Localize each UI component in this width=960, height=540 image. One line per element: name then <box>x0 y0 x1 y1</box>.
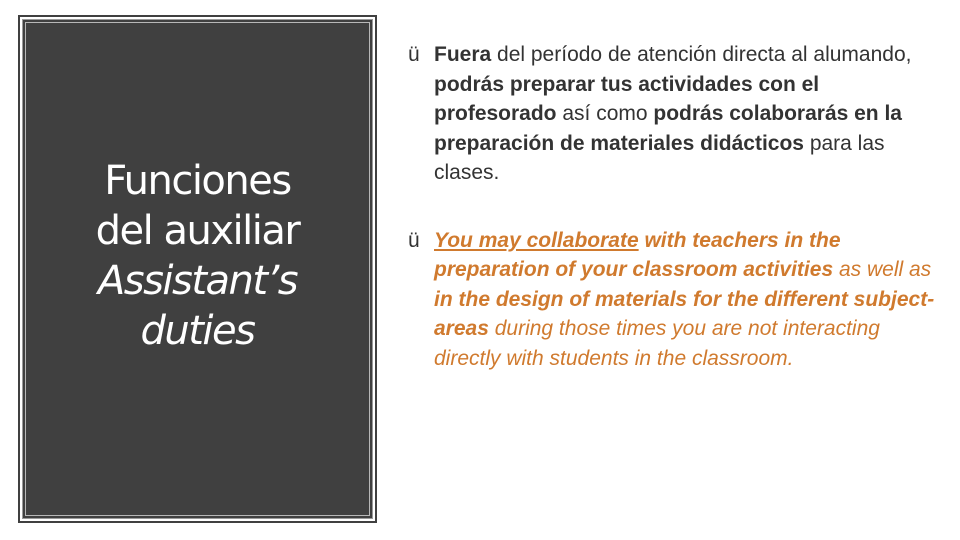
text-span: in the design of materials for the different subject-areas <box>434 287 935 340</box>
bullet-english-text <box>434 229 934 370</box>
title-panel <box>22 19 373 519</box>
title-line-assistants: Assistant’s <box>97 258 298 304</box>
text-span: during those times you are not interacting directly with students in the classroom. <box>434 317 880 370</box>
text-span: as well as <box>833 258 932 281</box>
slide-content <box>408 40 943 373</box>
checkmark-icon: ü <box>408 43 420 66</box>
text-span: así como <box>556 102 654 125</box>
text-span: podrás colaborarás en la preparación de materiales didácticos <box>434 102 902 155</box>
slide-title <box>23 156 372 356</box>
bullet-spanish-text <box>434 43 911 184</box>
bullet-spanish <box>408 40 943 188</box>
bullet-english <box>408 226 943 374</box>
text-span: Fuera <box>434 43 492 66</box>
title-line-funciones: Funciones <box>104 158 291 204</box>
title-line-duties: duties <box>140 308 255 354</box>
checkmark-icon: ü <box>408 228 420 252</box>
text-span: You may collaborate <box>434 228 639 252</box>
text-span: with teachers in the preparation of your classroom activities <box>434 228 841 281</box>
text-span: podrás preparar tus actividades con el profesorado <box>434 72 820 125</box>
text-span: del período de atención directa al alumando, <box>491 43 912 66</box>
text-span: para las clases. <box>434 131 885 184</box>
title-line-del-auxiliar: del auxiliar <box>95 208 300 254</box>
